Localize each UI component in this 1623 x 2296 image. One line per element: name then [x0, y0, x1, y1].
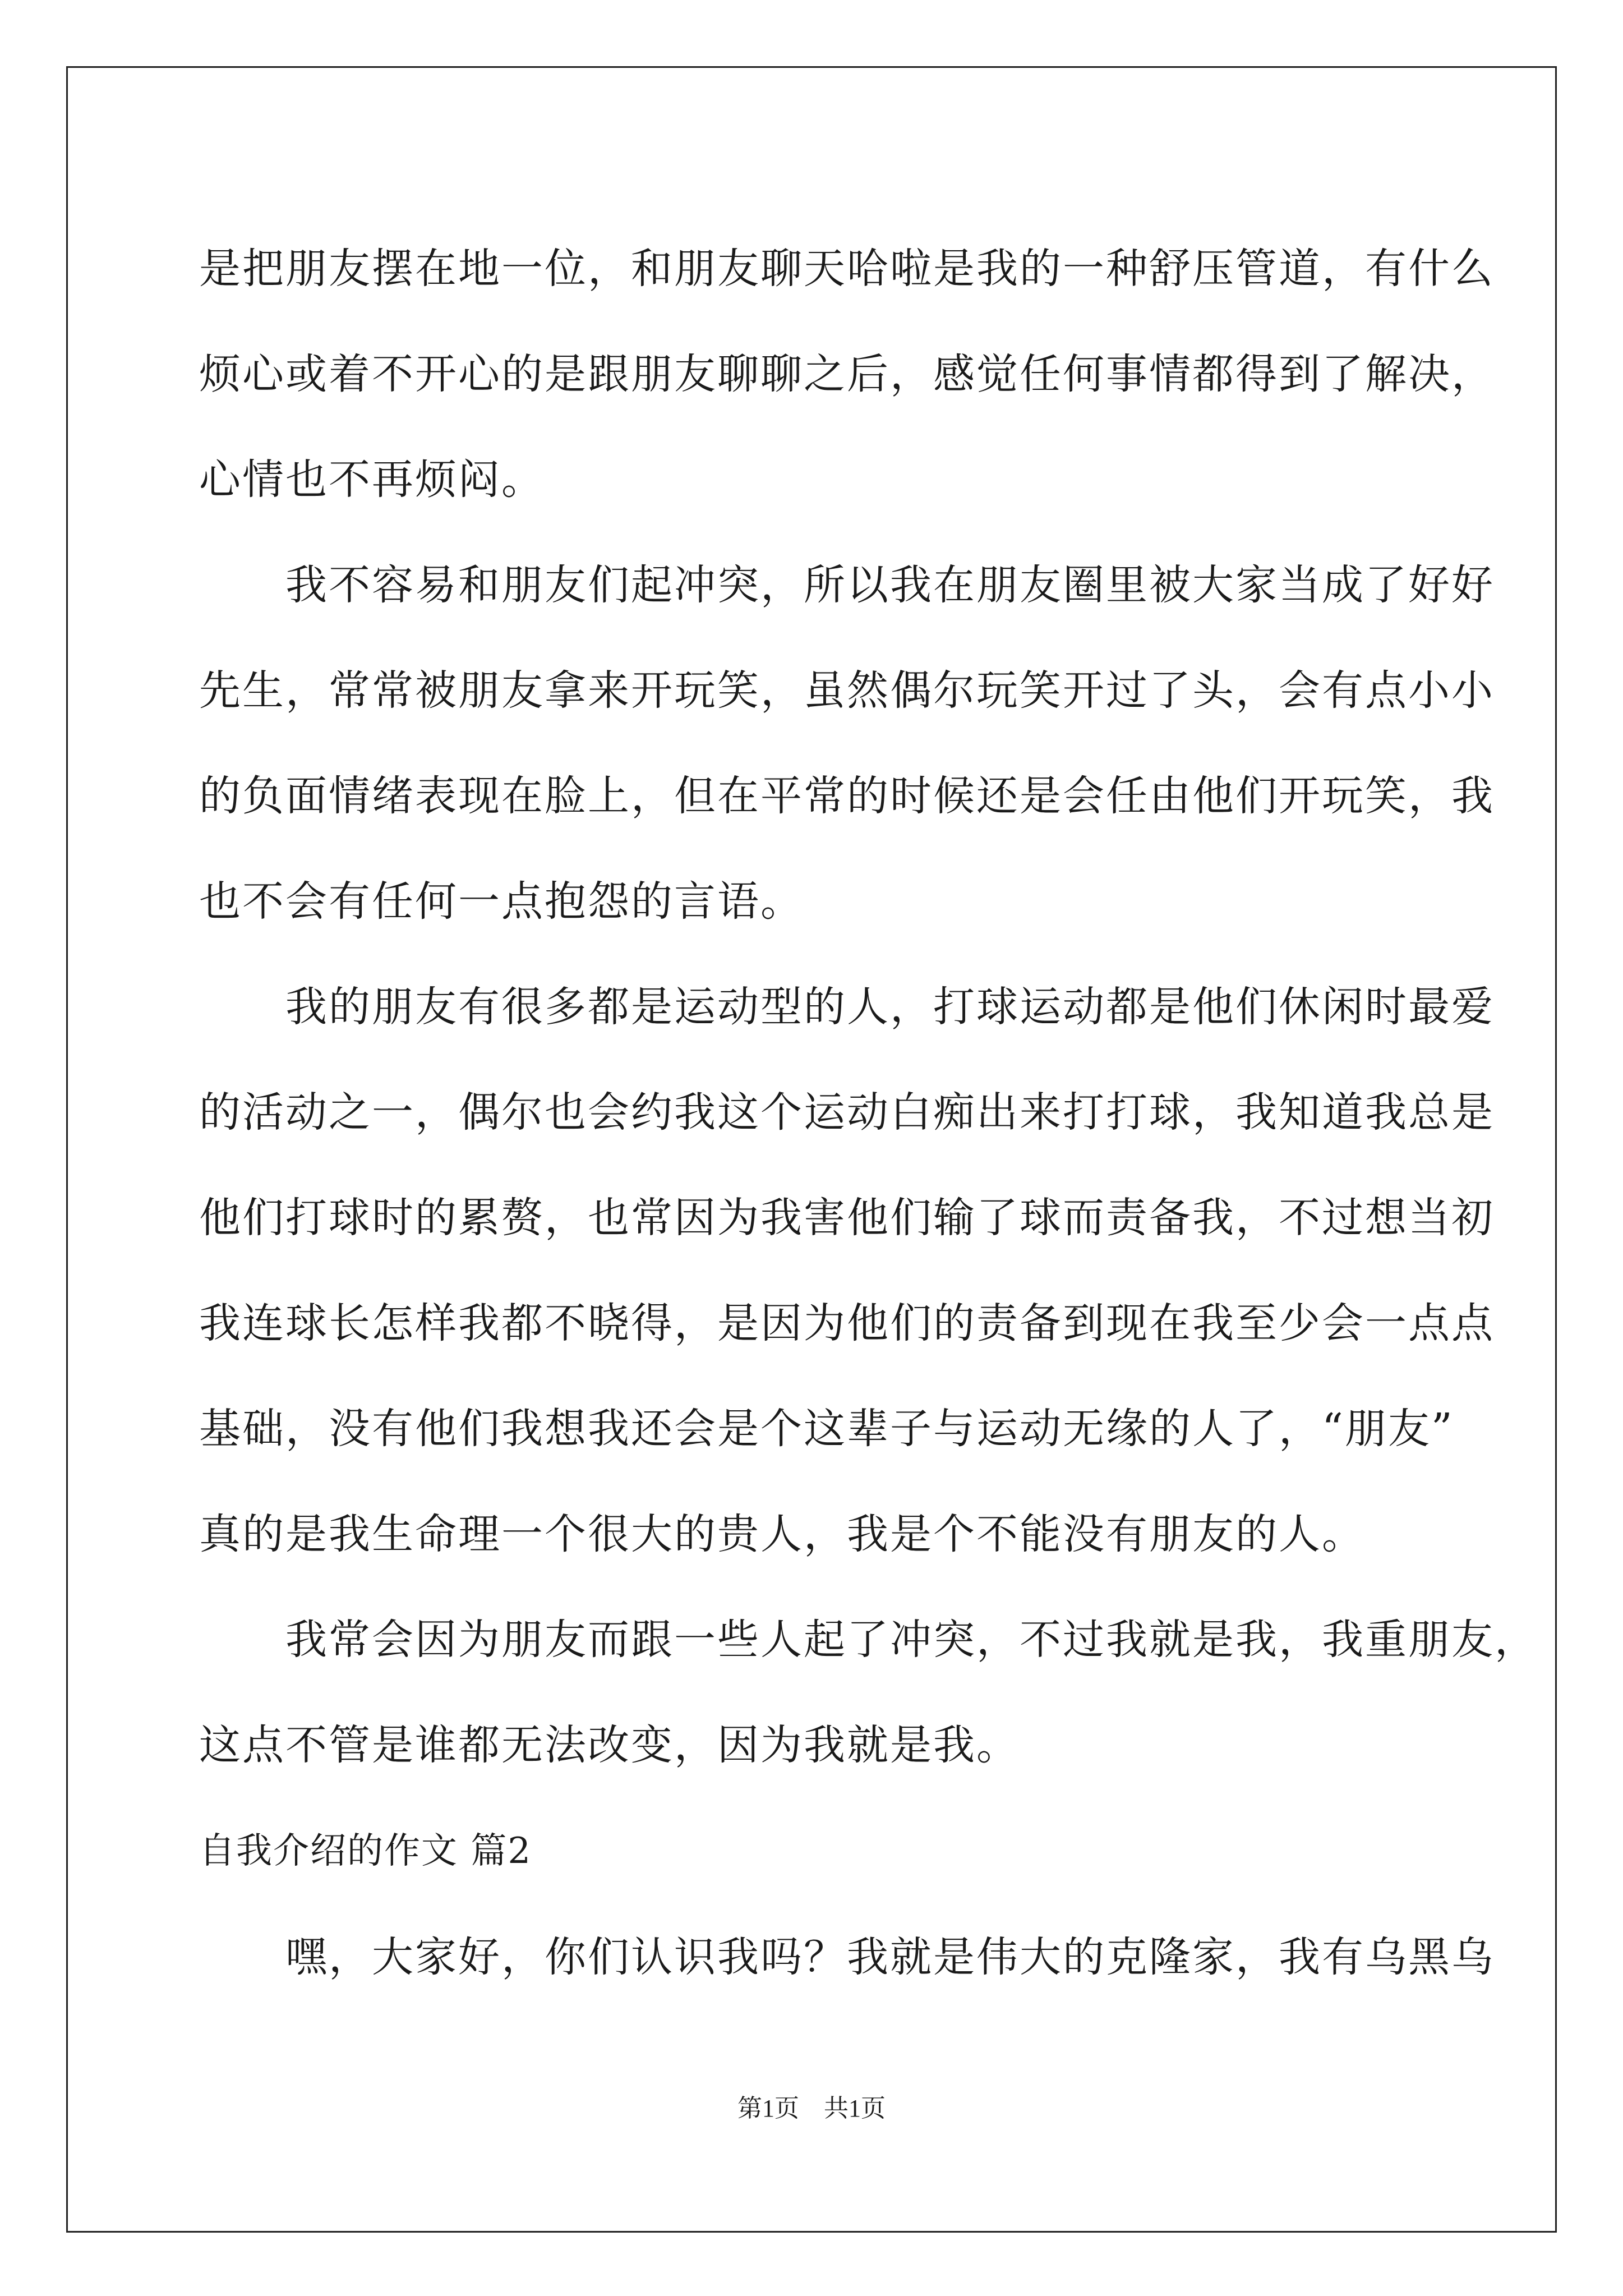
body-line: 心情也不再烦闷。 — [199, 455, 545, 504]
body-line: 嘿，大家好，你们认识我吗？我就是伟大的克隆家，我有乌黑乌 — [199, 1933, 1495, 1981]
body-line: 是把朋友摆在地一位，和朋友聊天哈啦是我的一种舒压管道，有什么 — [199, 245, 1495, 293]
body-line: 我的朋友有很多都是运动型的人，打球运动都是他们休闲时最爱 — [199, 983, 1495, 1031]
body-line: 烦心或着不开心的是跟朋友聊聊之后，感觉任何事情都得到了解决， — [199, 350, 1495, 398]
body-line: 也不会有任何一点抱怨的言语。 — [199, 877, 804, 926]
body-line: 基础，没有他们我想我还会是个这辈子与运动无缘的人了，“朋友” — [199, 1405, 1454, 1453]
body-line: 先生，常常被朋友拿来开玩笑，虽然偶尔玩笑开过了头，会有点小小 — [199, 666, 1495, 715]
body-line: 我连球长怎样我都不晓得，是因为他们的责备到现在我至少会一点点 — [199, 1299, 1495, 1347]
body-line: 他们打球时的累赘，也常因为我害他们输了球而责备我，不过想当初 — [199, 1194, 1495, 1242]
body-line: 我不容易和朋友们起冲突，所以我在朋友圈里被大家当成了好好 — [199, 561, 1495, 609]
body-line: 的负面情绪表现在脸上，但在平常的时候还是会任由他们开玩笑，我 — [199, 772, 1495, 820]
section-heading: 自我介绍的作文 篇2 — [199, 1830, 532, 1872]
body-line: 真的是我生命理一个很大的贵人，我是个不能没有朋友的人。 — [199, 1510, 1365, 1558]
body-line: 我常会因为朋友而跟一些人起了冲突，不过我就是我，我重朋友， — [199, 1616, 1538, 1664]
document-body — [199, 216, 1538, 2010]
body-line: 这点不管是谁都无法改变，因为我就是我。 — [199, 1721, 1020, 1769]
page-footer: 第1页 共1页 — [737, 2095, 886, 2122]
body-line: 的活动之一，偶尔也会约我这个运动白痴出来打打球，我知道我总是 — [199, 1088, 1495, 1137]
